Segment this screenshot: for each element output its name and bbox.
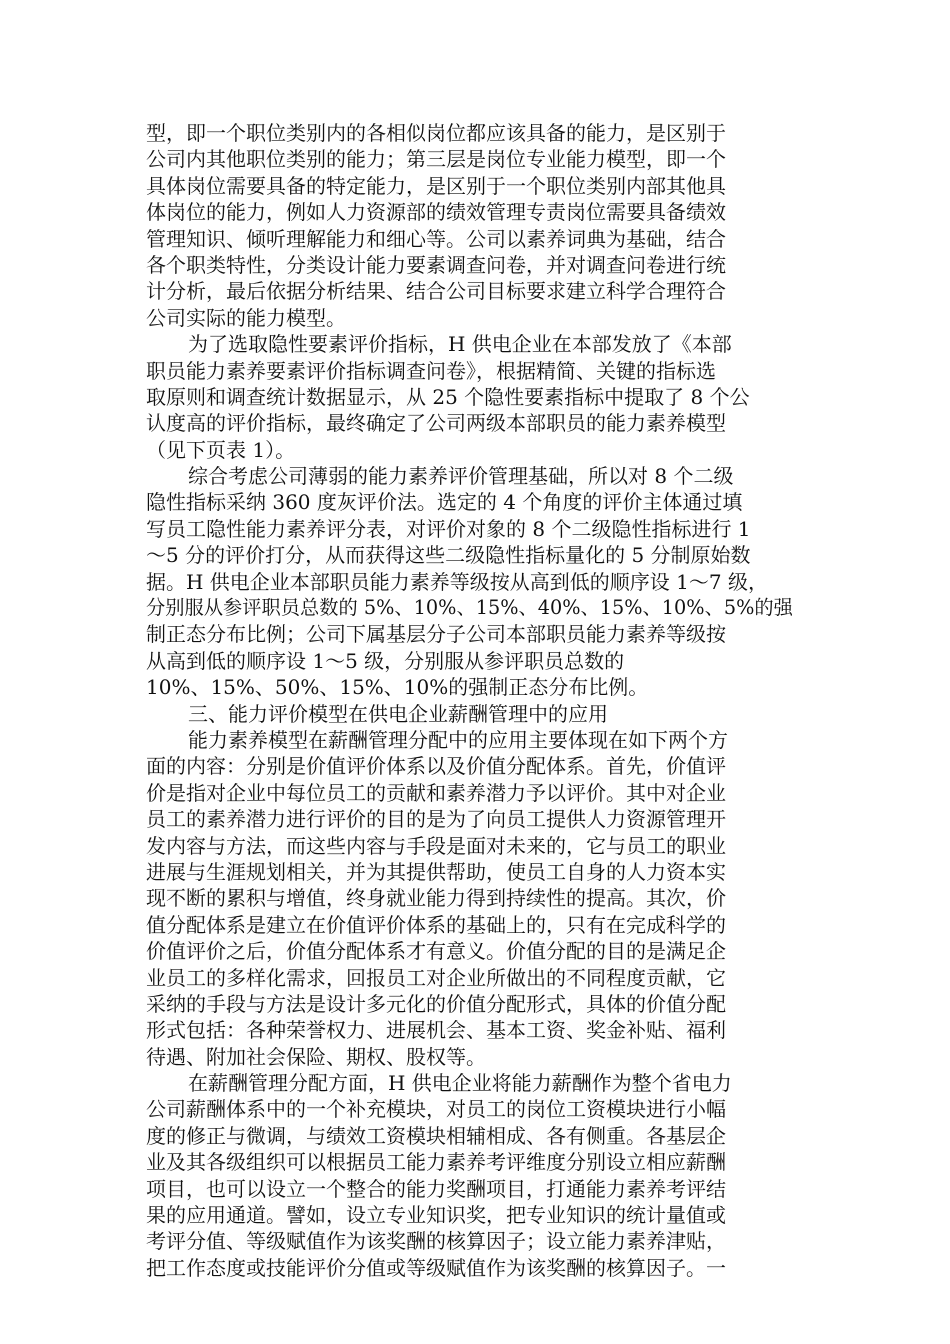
text-line: 体岗位的能力，例如人力资源部的绩效管理专责岗位需要具备绩效 — [146, 200, 726, 225]
text-line: 制正态分布比例；公司下属基层分子公司本部职员能力素养等级按 — [146, 622, 726, 647]
text-line: 价是指对企业中每位员工的贡献和素养潜力予以评价。其中对企业 — [146, 780, 726, 805]
text-line: 从高到低的顺序设 1～5 级，分别服从参评职员总数的 — [146, 648, 625, 673]
paragraph-first-line: 在薪酬管理分配方面，H 供电企业将能力薪酬作为整个省电力 — [188, 1071, 732, 1096]
text-line: 隐性指标采纳 360 度灰评价法。选定的 4 个角度的评价主体通过填 — [146, 490, 743, 515]
text-line: 10%、15%、50%、15%、10%的强制正态分布比例。 — [146, 675, 649, 700]
paragraph-first-line: 综合考虑公司薄弱的能力素养评价管理基础，所以对 8 个二级 — [188, 464, 734, 489]
text-line: 取原则和调查统计数据显示，从 25 个隐性要素指标中提取了 8 个公 — [146, 384, 750, 409]
text-line: 考评分值、等级赋值作为该奖酬的核算因子；设立能力素养津贴， — [146, 1229, 726, 1254]
text-line: 果的应用通道。譬如，设立专业知识奖，把专业知识的统计量值或 — [146, 1203, 726, 1228]
paragraph-first-line: 三、能力评价模型在供电企业薪酬管理中的应用 — [188, 701, 608, 726]
text-line: 价值评价之后，价值分配体系才有意义。价值分配的目的是满足企 — [146, 939, 726, 964]
text-line: 员工的素养潜力进行评价的目的是为了向员工提供人力资源管理开 — [146, 807, 726, 832]
text-line: 项目，也可以设立一个整合的能力奖酬项目，打通能力素养考评结 — [146, 1176, 726, 1201]
text-line: 认度高的评价指标，最终确定了公司两级本部职员的能力素养模型 — [146, 411, 726, 436]
text-line: 公司实际的能力模型。 — [146, 305, 346, 330]
text-line: 职员能力素养要素评价指标调查问卷》，根据精简、关键的指标选 — [146, 358, 716, 383]
text-line: 面的内容：分别是价值评价体系以及价值分配体系。首先，价值评 — [146, 754, 726, 779]
text-line: 计分析，最后依据分析结果、结合公司目标要求建立科学合理符合 — [146, 279, 726, 304]
text-line: 管理知识、倾听理解能力和细心等。公司以素养词典为基础，结合 — [146, 226, 726, 251]
paragraph-first-line: 为了选取隐性要素评价指标，H 供电企业在本部发放了《本部 — [188, 332, 732, 357]
text-line: 业及其各级组织可以根据员工能力素养考评维度分别设立相应薪酬 — [146, 1150, 726, 1175]
text-line: 进展与生涯规划相关，并为其提供帮助，使员工自身的人力资本实 — [146, 859, 726, 884]
text-line: 型，即一个职位类别内的各相似岗位都应该具备的能力，是区别于 — [146, 121, 726, 145]
text-line: 公司内其他职位类别的能力；第三层是岗位专业能力模型，即一个 — [146, 147, 726, 172]
text-line: 具体岗位需要具备的特定能力，是区别于一个职位类别内部其他具 — [146, 173, 726, 198]
text-line: 分别服从参评职员总数的 5%、10%、15%、40%、15%、10%、5%的强 — [146, 596, 793, 620]
text-line: 形式包括：各种荣誉权力、进展机会、基本工资、奖金补贴、福利 — [146, 1018, 726, 1043]
text-line: 发内容与方法，而这些内容与手段是面对未来的，它与员工的职业 — [146, 833, 726, 858]
text-line: ～5 分的评价打分，从而获得这些二级隐性指标量化的 5 分制原始数 — [146, 543, 751, 568]
text-line: 业员工的多样化需求，回报员工对企业所做出的不同程度贡献，它 — [146, 965, 726, 990]
text-line: 值分配体系是建立在价值评价体系的基础上的，只有在完成科学的 — [146, 912, 726, 937]
text-line: 度的修正与微调，与绩效工资模块相辅相成、各有侧重。各基层企 — [146, 1123, 726, 1148]
text-line: （见下页表 1）。 — [146, 437, 296, 462]
document-body — [146, 120, 796, 1281]
text-line: 现不断的累积与增值，终身就业能力得到持续性的提高。其次，价 — [146, 886, 726, 911]
text-line: 采纳的手段与方法是设计多元化的价值分配形式，具体的价值分配 — [146, 991, 726, 1016]
paragraph-first-line: 能力素养模型在薪酬管理分配中的应用主要体现在如下两个方 — [188, 727, 728, 752]
text-line: 公司薪酬体系中的一个补充模块，对员工的岗位工资模块进行小幅 — [146, 1097, 726, 1122]
text-line: 各个职类特性，分类设计能力要素调查问卷，并对调查问卷进行统 — [146, 252, 726, 277]
text-line: 写员工隐性能力素养评分表，对评价对象的 8 个二级隐性指标进行 1 — [146, 516, 751, 541]
text-line: 把工作态度或技能评价分值或等级赋值作为该奖酬的核算因子。一 — [146, 1255, 726, 1280]
text-line: 据。H 供电企业本部职员能力素养等级按从高到低的顺序设 1～7 级， — [146, 569, 768, 594]
text-line: 待遇、附加社会保险、期权、股权等。 — [146, 1044, 486, 1069]
